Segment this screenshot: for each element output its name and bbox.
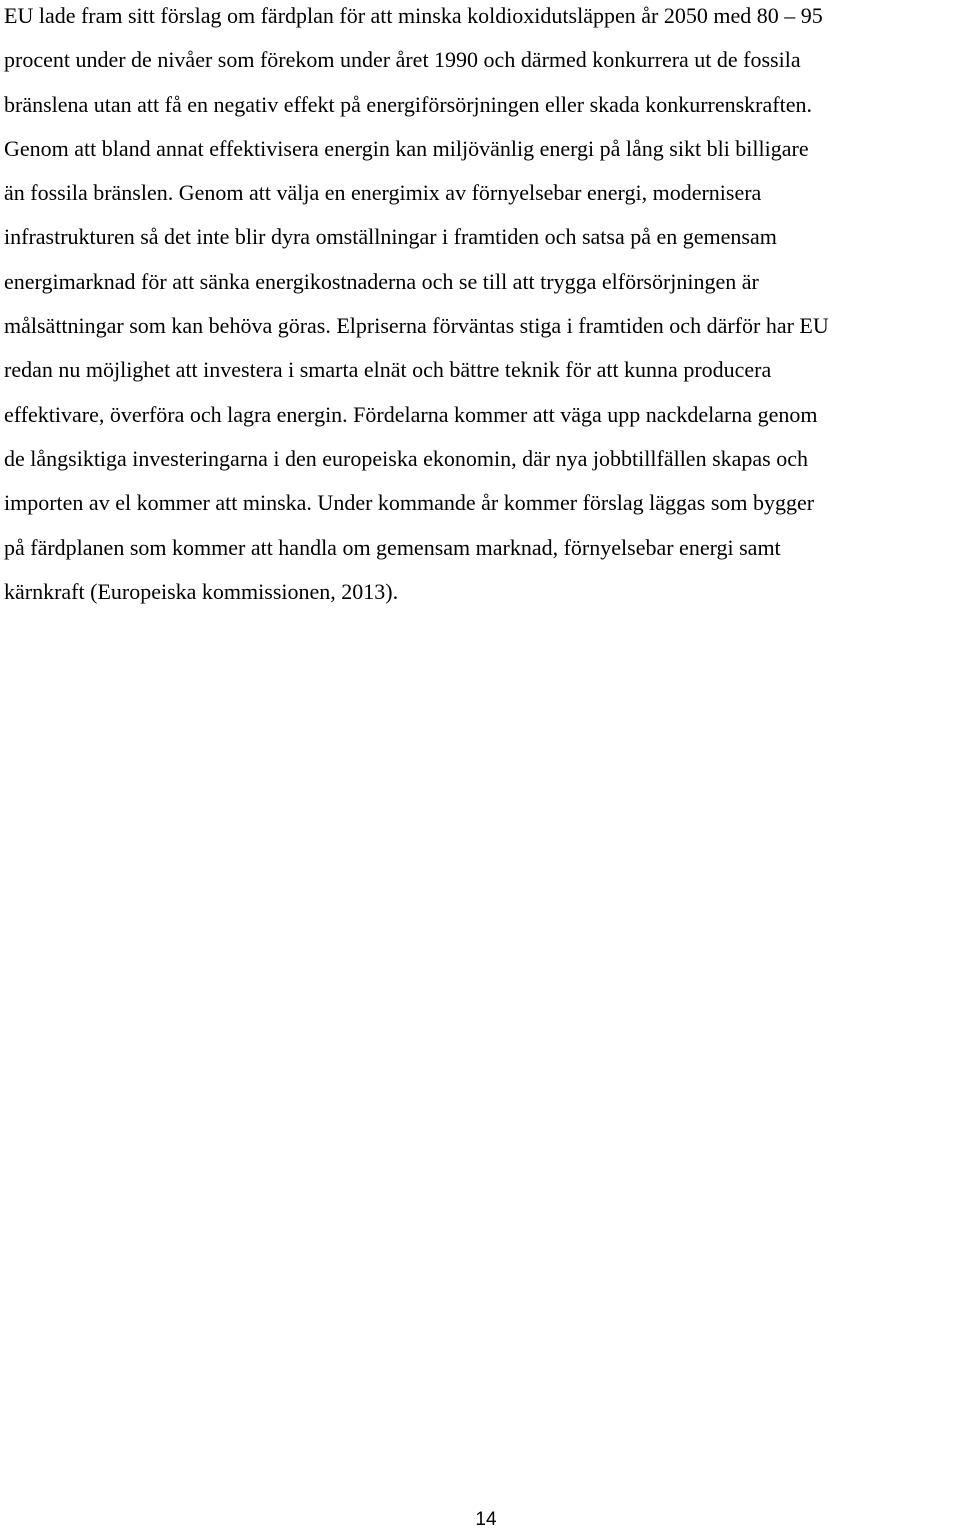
paragraph-line: EU lade fram sitt förslag om färdplan för att minska koldioxidutsläppen år 2050 med 80 – 95 — [4, 3, 823, 28]
paragraph-line: energimarknad för att sänka energikostnaderna och se till att trygga elförsörjningen är — [4, 268, 759, 294]
paragraph-line: infrastrukturen så det inte blir dyra omställningar i framtiden och satsa på en gemensam — [4, 224, 777, 250]
paragraph-line: redan nu möjlighet att investera i smarta elnät och bättre teknik för att kunna producera — [4, 357, 772, 383]
body-paragraph — [4, 0, 956, 614]
paragraph-line: procent under de nivåer som förekom under året 1990 och därmed konkurrera ut de fossila — [4, 47, 801, 73]
paragraph-line: än fossila bränslen. Genom att välja en energimix av förnyelsebar energi, modernisera — [4, 180, 762, 206]
paragraph-line: kärnkraft (Europeiska kommissionen, 2013). — [4, 578, 399, 604]
paragraph-line: effektivare, överföra och lagra energin. Fördelarna kommer att väga upp nackdelarna genom — [4, 401, 818, 427]
paragraph-line: Genom att bland annat effektivisera energin kan miljövänlig energi på lång sikt bli billigare — [4, 135, 809, 161]
paragraph-line: på färdplanen som kommer att handla om gemensam marknad, förnyelsebar energi samt — [4, 534, 781, 560]
paragraph-line: de långsiktiga investeringarna i den europeiska ekonomin, där nya jobbtillfällen skapas och — [4, 445, 808, 471]
paragraph-line: importen av el kommer att minska. Under kommande år kommer förslag läggas som bygger — [4, 490, 815, 516]
paragraph-line: bränslena utan att få en negativ effekt på energiförsörjningen eller skada konkurrenskraften. — [4, 91, 812, 117]
page-number: 14 — [475, 1509, 497, 1530]
paragraph-line: målsättningar som kan behöva göras. Elpriserna förväntas stiga i framtiden och därför har EU — [4, 313, 829, 339]
